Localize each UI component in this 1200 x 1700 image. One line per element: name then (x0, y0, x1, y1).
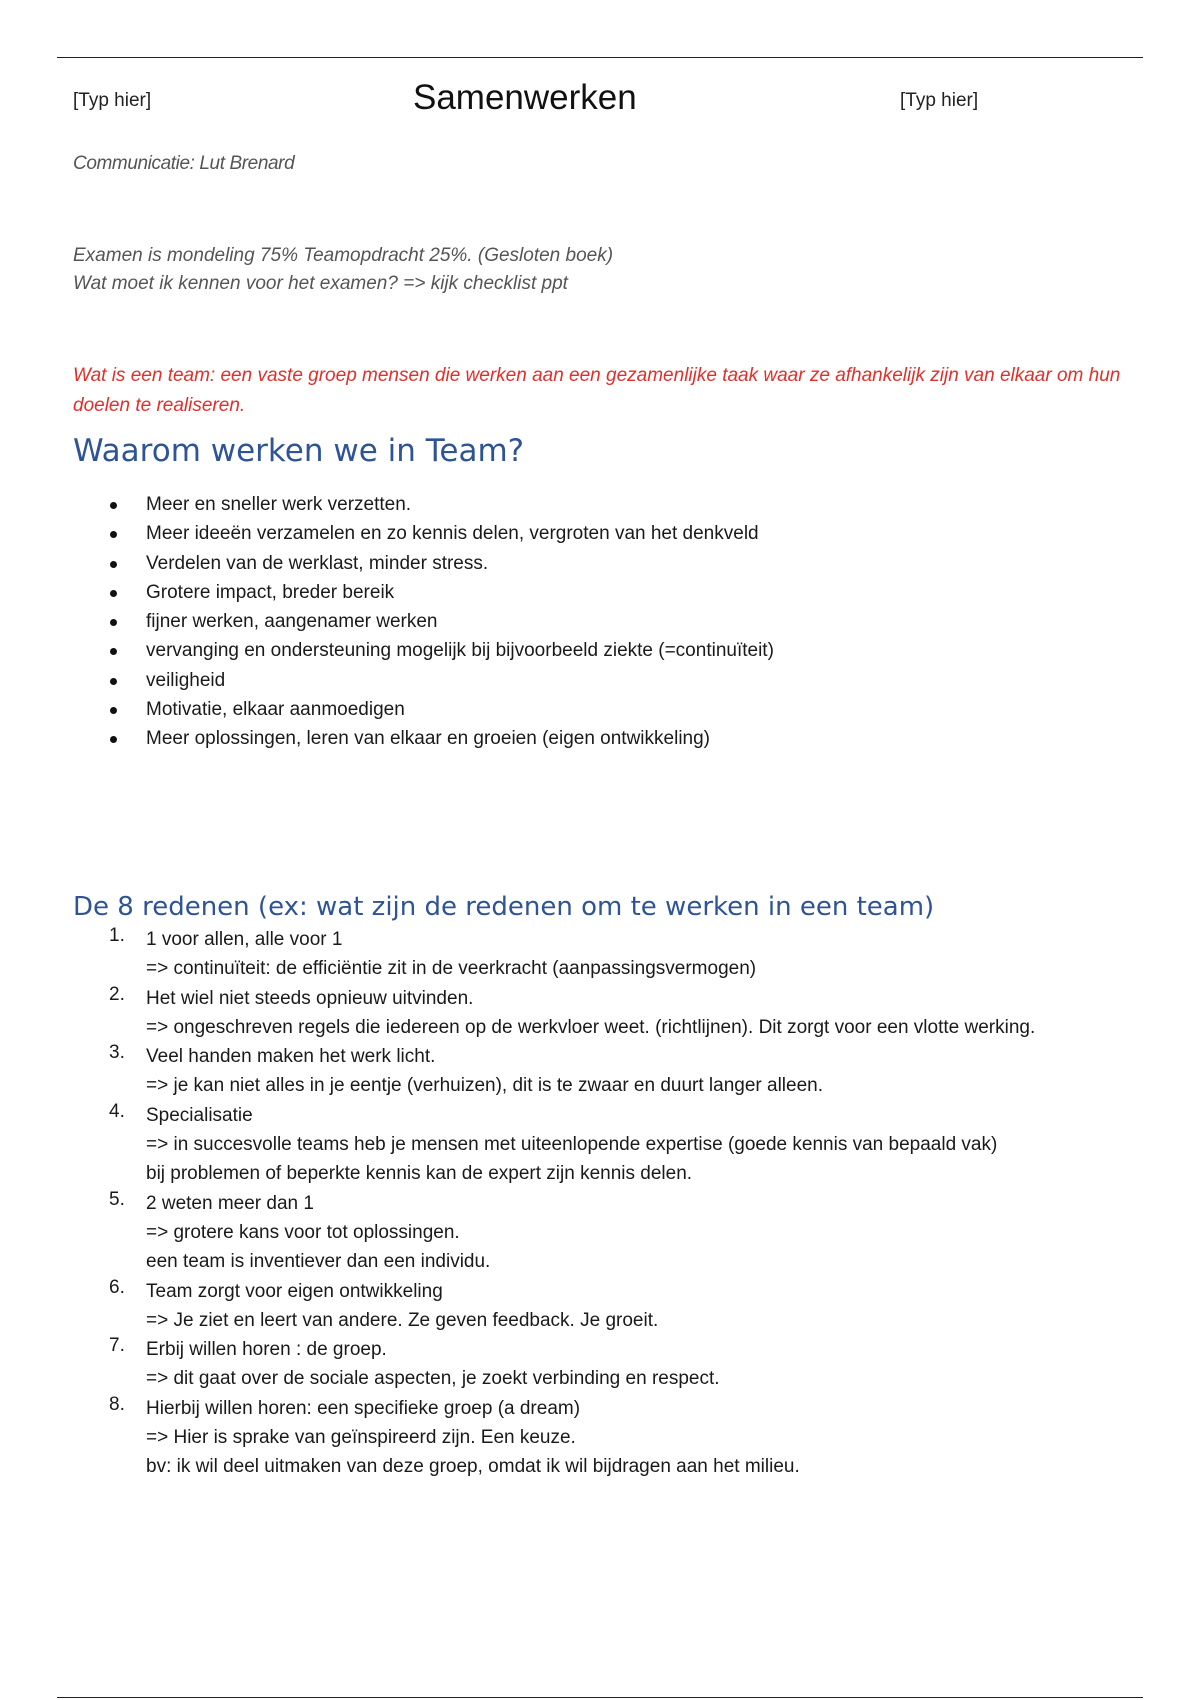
item-number: 7. (109, 1335, 125, 1357)
bottom-rule (57, 1697, 1143, 1698)
numbered-item (73, 925, 1143, 984)
numbered-item (73, 1394, 1143, 1482)
numbered-item (73, 1189, 1143, 1277)
numbered-item (73, 1277, 1143, 1336)
page-header (73, 78, 1143, 122)
header-left-placeholder[interactable]: [Typ hier] (73, 90, 152, 111)
list-item: Meer ideeën verzamelen en zo kennis delen, vergroten van het denkveld (73, 519, 1133, 548)
item-number: 1. (109, 925, 125, 946)
list-item: veiligheid (73, 666, 1133, 695)
item-line: Specialisatie (146, 1104, 253, 1126)
item-line: Team zorgt voor eigen ontwikkeling (146, 1280, 443, 1302)
top-rule (57, 57, 1143, 58)
team-definition: Wat is een team: een vaste groep mensen die werken aan een gezamenlijke taak waar ze afhankelijk zijn van elkaar om hun doelen te realiseren. (73, 365, 1121, 416)
list-item: fijner werken, aangenamer werken (73, 607, 1133, 636)
item-line: 2 weten meer dan 1 (146, 1192, 314, 1214)
reasons-bullet-list (73, 490, 1133, 754)
item-number: 6. (109, 1276, 125, 1298)
item-line: => je kan niet alles in je eentje (verhuizen), dit is te zwaar en duurt langer alleen. (146, 1075, 824, 1097)
item-line: => in succesvolle teams heb je mensen met uiteenlopende expertise (goede kennis van bepaald vak) (146, 1134, 998, 1156)
item-line: => dit gaat over de sociale aspecten, je zoekt verbinding en respect. (146, 1368, 720, 1390)
numbered-item (73, 984, 1143, 1043)
bullet-icon (110, 590, 117, 597)
item-line: => Je ziet en leert van andere. Ze geven feedback. Je groeit. (146, 1309, 659, 1331)
list-item: Verdelen van de werklast, minder stress. (73, 549, 1133, 578)
numbered-item (73, 1101, 1143, 1189)
item-line: Veel handen maken het werk licht. (146, 1046, 436, 1068)
item-line: bv: ik wil deel uitmaken van deze groep, omdat ik wil bijdragen aan het milieu. (146, 1456, 800, 1478)
exam-info-line: Wat moet ik kennen voor het examen? => kijk checklist ppt (73, 273, 568, 294)
item-line: => continuïteit: de efficiëntie zit in de veerkracht (aanpassingsvermogen) (146, 958, 757, 980)
item-line: => ongeschreven regels die iedereen op de werkvloer weet. (richtlijnen). Dit zorgt voor een vlotte werking. (146, 1016, 1036, 1038)
item-line: Hierbij willen horen: een specifieke groep (a dream) (146, 1397, 581, 1419)
section-heading-why: Waarom werken we in Team? (73, 433, 525, 469)
item-number: 3. (109, 1042, 125, 1064)
bullet-icon (110, 736, 117, 743)
item-line: => grotere kans voor tot oplossingen. (146, 1221, 460, 1243)
list-item: Meer oplossingen, leren van elkaar en groeien (eigen ontwikkeling) (73, 724, 1133, 753)
list-item: Grotere impact, breder bereik (73, 578, 1133, 607)
item-line: 1 voor allen, alle voor 1 (146, 929, 343, 950)
item-line: => Hier is sprake van geïnspireerd zijn. Een keuze. (146, 1427, 576, 1449)
numbered-item (73, 1335, 1143, 1394)
list-item: Motivatie, elkaar aanmoedigen (73, 695, 1133, 724)
item-number: 4. (109, 1100, 125, 1122)
bullet-icon (110, 561, 117, 568)
author-line: Communicatie: Lut Brenard (73, 153, 295, 174)
item-line: een team is inventiever dan een individu. (146, 1251, 491, 1273)
bullet-icon (110, 502, 117, 509)
numbered-item (73, 1042, 1143, 1101)
item-line: Erbij willen horen : de groep. (146, 1339, 387, 1361)
item-number: 5. (109, 1188, 125, 1210)
bullet-icon (110, 531, 117, 538)
item-number: 2. (109, 983, 125, 1005)
exam-info (73, 242, 613, 298)
bullet-icon (110, 678, 117, 685)
list-item: vervanging en ondersteuning mogelijk bij bijvoorbeeld ziekte (=continuïteit) (73, 636, 1133, 665)
bullet-icon (110, 648, 117, 655)
item-line: Het wiel niet steeds opnieuw uitvinden. (146, 987, 474, 1009)
bullet-icon (110, 707, 117, 714)
page-title: Samenwerken (413, 78, 637, 117)
item-number: 8. (109, 1393, 125, 1415)
bullet-icon (110, 619, 117, 626)
header-right-placeholder[interactable]: [Typ hier] (900, 90, 979, 111)
item-line: bij problemen of beperkte kennis kan de expert zijn kennis delen. (146, 1163, 693, 1185)
exam-info-line: Examen is mondeling 75% Teamopdracht 25%. (Gesloten boek) (73, 245, 614, 266)
section-heading-reasons: De 8 redenen (ex: wat zijn de redenen om te werken in een team) (73, 892, 935, 922)
eight-reasons-list (73, 925, 1143, 1482)
list-item: Meer en sneller werk verzetten. (73, 490, 1133, 519)
